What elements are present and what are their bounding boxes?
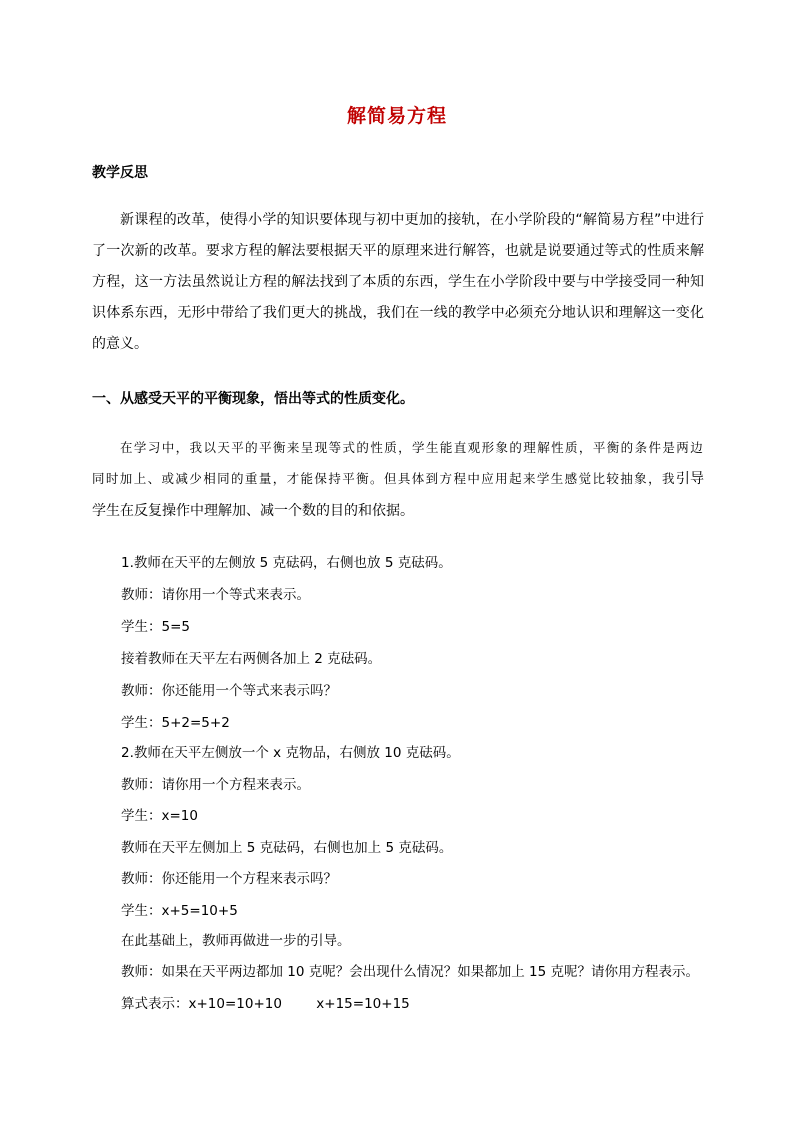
dialogue-line: 学生：x=10 (121, 808, 198, 824)
section-heading-reflection: 教学反思 (92, 165, 148, 181)
dialogue-line: 学生：x+5=10+5 (121, 903, 238, 919)
dialogue-line: 教师：请你用一个方程来表示。 (121, 777, 310, 793)
dialogue-line: 接着教师在天平左右两侧各加上 2 克砝码。 (121, 651, 382, 667)
intro-paragraph: 新课程的改革，使得小学的知识要体现与初中更加的接轨，在小学阶段的“解简易方程”中进行了一次新的改革。要求方程的解法要根据天平的原理来进行解答，也就是说要通过等式的性质来解方程，这一方法虽然说让方程的解法找到了本质的东西，学生在小学阶段中要与中学接受同一种知识体系东西，无形中带给了我们更大的挑战，我们在一线的教学中必须充分地认识和理解这一变化的意义。 (92, 212, 704, 352)
dialogue-line: 1.教师在天平的左侧放 5 克砝码，右侧也放 5 克砝码。 (121, 555, 452, 571)
dialogue-line: 教师：如果在天平两边都加 10 克呢？会出现什么情况？如果都加上 15 克呢？请你用方程表示。 (121, 964, 700, 980)
dialogue-line: 2.教师在天平左侧放一个 x 克物品，右侧放 10 克砝码。 (121, 745, 460, 761)
dialogue-line: 教师在天平左侧加上 5 克砝码，右侧也加上 5 克砝码。 (121, 840, 453, 856)
section-one-paragraph-main: 在学习中，我以天平的平衡来呈现等式的性质，学生能直观形象的理解性质，平衡的条件是两边同时加上、或减少相同的重量，才能保持平衡。但具体到方程中应用起来学生感觉比较抽象，我 (92, 440, 704, 486)
dialogue-line: 算式表示：x+10=10+10 x+15=10+15 (121, 996, 410, 1012)
dialogue-line: 教师：你还能用一个方程来表示吗？ (121, 871, 337, 887)
section-one-paragraph (92, 432, 704, 527)
dialogue-line: 教师：请你用一个等式来表示。 (121, 587, 310, 603)
dialogue-line: 在此基础上，教师再做进一步的引导。 (121, 933, 351, 949)
section-heading-one: 一、从感受天平的平衡现象，悟出等式的性质变化。 (92, 391, 414, 407)
dialogue-line: 学生：5=5 (121, 619, 190, 635)
section-one-paragraph-tail: 引导学生在反复操作中理解加、减一个数的目的和依据。 (92, 471, 704, 519)
dialogue-line: 教师：你还能用一个等式来表示吗？ (121, 683, 337, 699)
document-title: 解简易方程 (346, 105, 447, 127)
dialogue-line: 学生：5+2=5+2 (121, 715, 230, 731)
